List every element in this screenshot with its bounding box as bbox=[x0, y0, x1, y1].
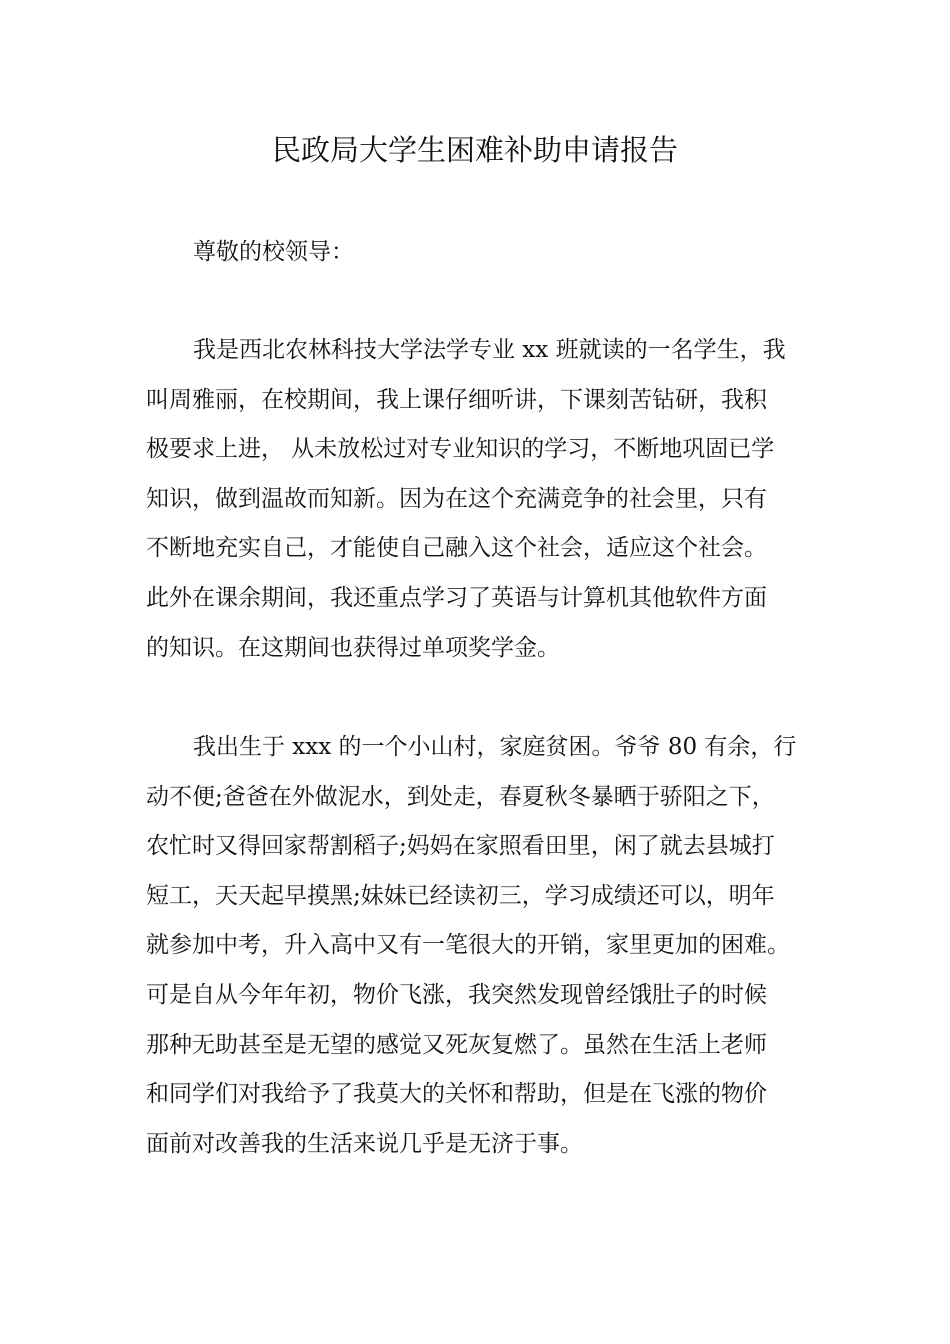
paragraph-line: 不断地充实自己，才能使自己融入这个社会，适应这个社会。 bbox=[146, 535, 767, 562]
paragraph-2 bbox=[146, 727, 836, 1173]
paragraph-line: 短工，天天起早摸黑;妹妹已经读初三，学习成绩还可以，明年 bbox=[146, 882, 775, 909]
paragraph-line: 的知识。在这期间也获得过单项奖学金。 bbox=[146, 634, 560, 661]
paragraph-line: 可是自从今年年初，物价飞涨，我突然发现曾经饿肚子的时候 bbox=[146, 981, 767, 1008]
paragraph-line: 和同学们对我给予了我莫大的关怀和帮助，但是在飞涨的物价 bbox=[146, 1081, 767, 1108]
paragraph-line: 农忙时又得回家帮割稻子;妈妈在家照看田里，闲了就去县城打 bbox=[146, 833, 775, 860]
paragraph-line: 动不便;爸爸在外做泥水，到处走，春夏秋冬暴晒于骄阳之下， bbox=[146, 783, 775, 810]
paragraph-line: 我是西北农林科技大学法学专业 xx 班就读的一名学生，我 bbox=[193, 337, 786, 363]
paragraph-line: 极要求上进， 从未放松过对专业知识的学习，不断地巩固已学 bbox=[146, 436, 775, 463]
salutation: 尊敬的校领导： bbox=[193, 239, 354, 265]
paragraph-line: 叫周雅丽，在校期间，我上课仔细听讲，下课刻苦钻研，我积 bbox=[146, 386, 767, 413]
paragraph-line: 面前对改善我的生活来说几乎是无济于事。 bbox=[146, 1130, 583, 1157]
paragraph-line: 我出生于 xxx 的一个小山村，家庭贫困。爷爷 80 有余，行 bbox=[193, 734, 797, 760]
paragraph-line: 那种无助甚至是无望的感觉又死灰复燃了。虽然在生活上老师 bbox=[146, 1031, 767, 1058]
document-title: 民政局大学生困难补助申请报告 bbox=[271, 133, 678, 167]
paragraph-line: 就参加中考，升入高中又有一笔很大的开销，家里更加的困难。 bbox=[146, 932, 790, 959]
paragraph-line: 知识，做到温故而知新。因为在这个充满竞争的社会里，只有 bbox=[146, 485, 767, 512]
paragraph-1 bbox=[146, 330, 836, 677]
paragraph-line: 此外在课余期间，我还重点学习了英语与计算机其他软件方面 bbox=[146, 584, 767, 611]
